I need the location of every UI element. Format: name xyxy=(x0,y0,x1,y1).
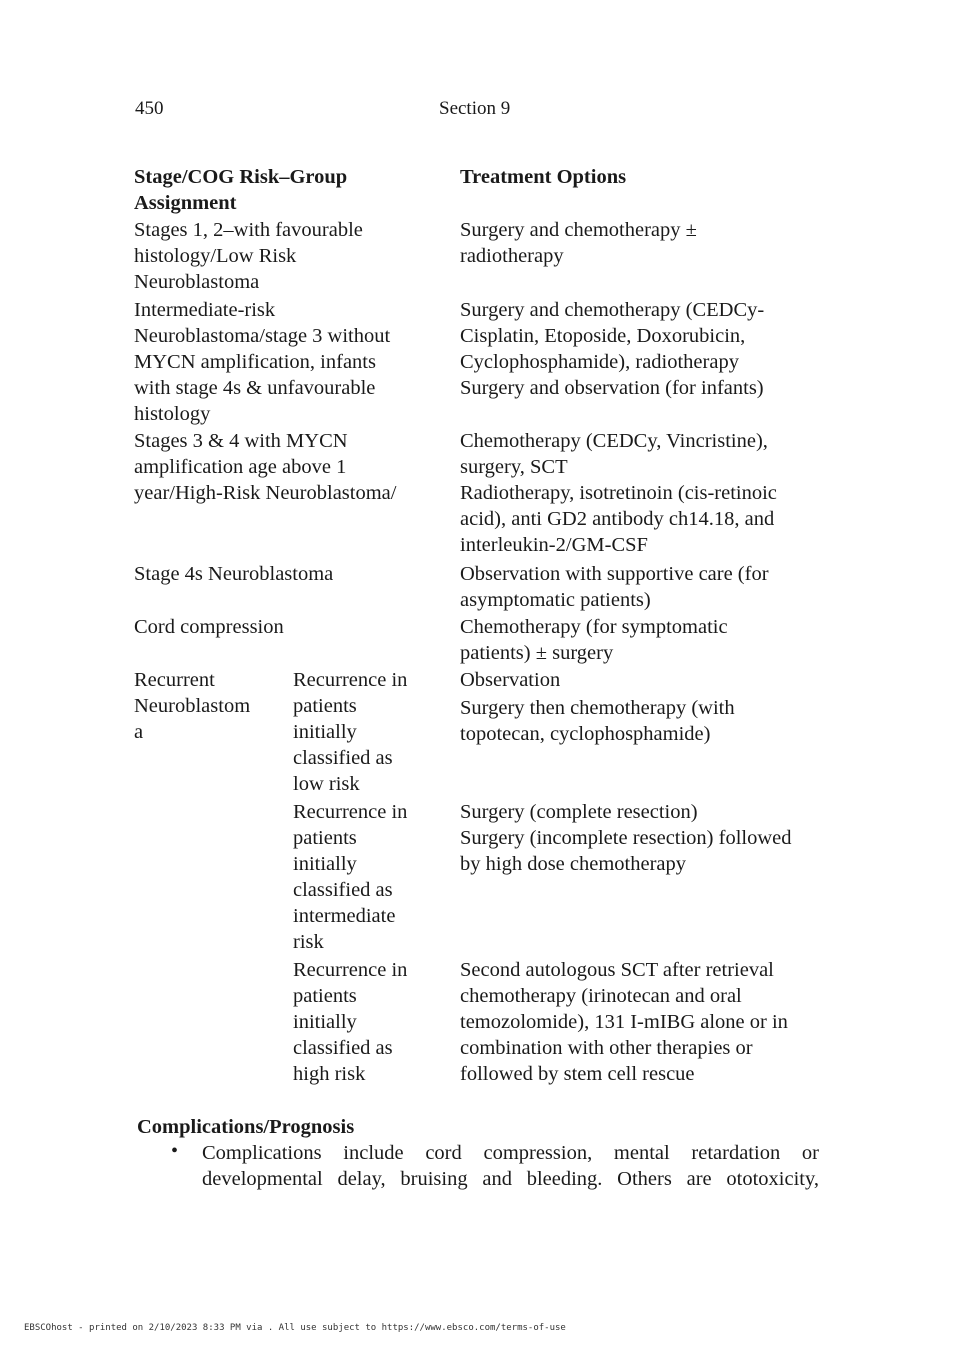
cell-line: Second autologous SCT after retrieval xyxy=(460,959,774,981)
cell-line: Recurrence in xyxy=(293,801,408,823)
col-heading-stage-line: Assignment xyxy=(134,192,237,214)
cell-line: Recurrence in xyxy=(293,669,408,691)
cell-line: interleukin-2/GM-CSF xyxy=(460,534,648,556)
cell-line: Surgery and chemotherapy ± xyxy=(460,219,697,241)
cell-line: Neuroblastoma/stage 3 without xyxy=(134,325,391,347)
cell-line: MYCN amplification, infants xyxy=(134,351,376,373)
cell-line: low risk xyxy=(293,773,360,795)
row-cord-compression-treatment xyxy=(460,614,728,666)
row-high-risk-stage xyxy=(134,428,396,506)
cell-line: Recurrence in xyxy=(293,959,408,981)
row-high-risk-treatment xyxy=(460,428,777,558)
cell-line: with stage 4s & unfavourable xyxy=(134,377,376,399)
cell-line: Intermediate-risk xyxy=(134,299,276,321)
cell-line: surgery, SCT xyxy=(460,456,568,478)
cell-line: combination with other therapies or xyxy=(460,1037,753,1059)
cell-line: asymptomatic patients) xyxy=(460,589,651,611)
bullet-line: Complications include cord compression, mental retardation or xyxy=(202,1142,819,1164)
running-header-section: Section 9 xyxy=(439,98,511,119)
cell-line: Surgery and chemotherapy (CEDCy- xyxy=(460,299,765,321)
cell-line: Surgery then chemotherapy (with xyxy=(460,697,735,719)
row-stage4s-stage: Stage 4s Neuroblastoma xyxy=(134,563,334,585)
cell-line: Surgery (incomplete resection) followed xyxy=(460,827,792,849)
cell-line: Chemotherapy (for symptomatic xyxy=(460,616,728,638)
cell-line: a xyxy=(134,721,144,743)
section-heading-complications: Complications/Prognosis xyxy=(137,1116,355,1138)
row-recurrent-high-treatment xyxy=(460,957,788,1087)
print-footer: EBSCOhost - printed on 2/10/2023 8:33 PM via . All use subject to https://www.ebsco.com/terms-of-use xyxy=(24,1323,566,1333)
cell-line: histology/Low Risk xyxy=(134,245,297,267)
cell-line: Recurrent xyxy=(134,669,215,691)
cell-line: radiotherapy xyxy=(460,245,564,267)
cell-line: patients xyxy=(293,695,357,717)
cell-line: Neuroblastom xyxy=(134,695,251,717)
row-recurrent-intermediate-sub xyxy=(293,799,407,955)
row-stage4s-treatment xyxy=(460,561,769,613)
complications-bullet-text xyxy=(202,1140,819,1192)
cell-line: Surgery (complete resection) xyxy=(460,801,698,823)
row-intermediate-treatment xyxy=(460,297,764,401)
cell-line: amplification age above 1 xyxy=(134,456,347,478)
page-number: 450 xyxy=(135,98,164,119)
cell-line: intermediate xyxy=(293,905,396,927)
cell-line: patients xyxy=(293,827,357,849)
cell-line: Observation xyxy=(460,669,561,691)
cell-line: high risk xyxy=(293,1063,366,1085)
cell-line: Observation with supportive care (for xyxy=(460,563,769,585)
row-recurrent-label xyxy=(134,667,250,745)
cell-line: Cisplatin, Etoposide, Doxorubicin, xyxy=(460,325,746,347)
row-recurrent-intermediate-treatment xyxy=(460,799,792,877)
cell-line: Stages 3 & 4 with MYCN xyxy=(134,430,348,452)
bullet-icon: • xyxy=(171,1140,179,1162)
cell-line: by high dose chemotherapy xyxy=(460,853,687,875)
col-heading-treatment: Treatment Options xyxy=(460,166,627,188)
cell-line: Cyclophosphamide), radiotherapy xyxy=(460,351,739,373)
cell-line: Neuroblastoma xyxy=(134,271,260,293)
cell-line: patients xyxy=(293,985,357,1007)
cell-line: histology xyxy=(134,403,211,425)
cell-line: chemotherapy (irinotecan and oral xyxy=(460,985,742,1007)
row-low-risk-stage xyxy=(134,217,363,295)
cell-line: classified as xyxy=(293,747,393,769)
row-low-risk-treatment xyxy=(460,217,697,269)
row-intermediate-stage xyxy=(134,297,390,427)
row-recurrent-low-treatment xyxy=(460,667,735,747)
cell-line: Surgery and observation (for infants) xyxy=(460,377,764,399)
cell-line: Chemotherapy (CEDCy, Vincristine), xyxy=(460,430,768,452)
cell-line: Radiotherapy, isotretinoin (cis-retinoic xyxy=(460,482,777,504)
cell-line: followed by stem cell rescue xyxy=(460,1063,695,1085)
cell-line: classified as xyxy=(293,1037,393,1059)
col-heading-stage xyxy=(134,164,347,216)
cell-line: Stages 1, 2–with favourable xyxy=(134,219,363,241)
cell-line: temozolomide), 131 I-mIBG alone or in xyxy=(460,1011,788,1033)
cell-line: initially xyxy=(293,853,357,875)
cell-line: topotecan, cyclophosphamide) xyxy=(460,723,711,745)
row-cord-compression-stage: Cord compression xyxy=(134,616,284,638)
cell-line: classified as xyxy=(293,879,393,901)
cell-line: risk xyxy=(293,931,324,953)
row-recurrent-high-sub xyxy=(293,957,407,1087)
row-recurrent-low-sub xyxy=(293,667,407,797)
cell-line: patients) ± surgery xyxy=(460,642,614,664)
bullet-line: developmental delay, bruising and bleeding. Others are ototoxicity, xyxy=(202,1168,819,1190)
cell-line: initially xyxy=(293,1011,357,1033)
cell-line: year/High-Risk Neuroblastoma/ xyxy=(134,482,397,504)
cell-line: initially xyxy=(293,721,357,743)
cell-line: acid), anti GD2 antibody ch14.18, and xyxy=(460,508,775,530)
col-heading-stage-line: Stage/COG Risk–Group xyxy=(134,166,348,188)
